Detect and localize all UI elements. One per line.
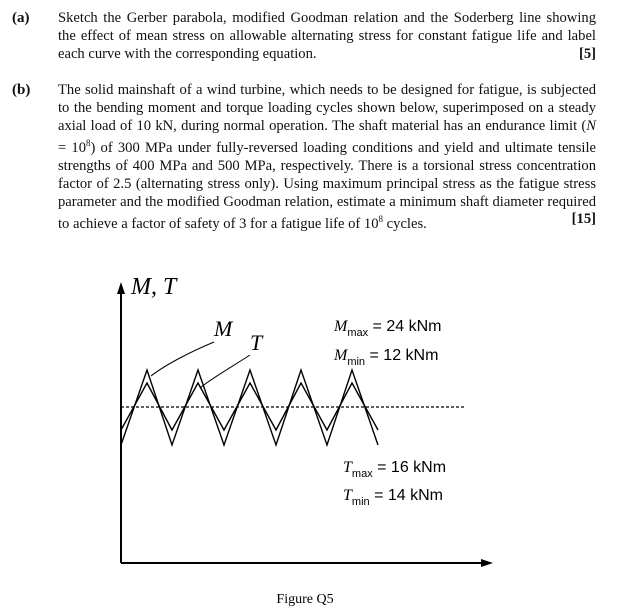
m-max-label: $M_{max} = 24$ kNm bbox=[334, 318, 442, 339]
life-exponent: 8 bbox=[378, 214, 384, 225]
question-a-marks: [5] bbox=[578, 45, 596, 62]
question-b-label: (b) bbox=[12, 82, 31, 98]
question-a-body: Sketch the Gerber parabola, modified Goodman relation and the Soderberg line showing the effect of mean stress on allowable alternating stress for constant fatigue life and label each curve with the corresponding equation. bbox=[58, 10, 596, 62]
m-curve-label: M bbox=[214, 316, 233, 341]
endurance-exponent: 8 bbox=[86, 138, 91, 149]
cycles-symbol: N bbox=[586, 117, 596, 134]
question-b-marks: [15] bbox=[571, 211, 596, 228]
t-waveform bbox=[121, 383, 378, 430]
t-curve-label: T bbox=[250, 330, 263, 355]
question-a-text bbox=[58, 10, 596, 63]
t-min-label: $T_{min} = 14$ kNm bbox=[343, 487, 443, 508]
m-min-label: $M_{min} = 12$ kNm bbox=[334, 347, 439, 368]
question-a-label: (a) bbox=[12, 10, 30, 26]
question-b-text bbox=[58, 82, 596, 234]
endurance-eq: = 10 bbox=[58, 140, 87, 157]
t-leader bbox=[200, 355, 250, 388]
t-max-label: $T_{max} = 16$ kNm bbox=[343, 459, 447, 480]
figure-q5 bbox=[0, 260, 619, 607]
axis-label: M, T bbox=[131, 274, 177, 300]
question-b-body-3: cycles. bbox=[383, 216, 427, 233]
figure-caption: Figure Q5 bbox=[276, 592, 334, 607]
x-axis-arrow bbox=[481, 559, 493, 567]
y-axis-arrow bbox=[117, 282, 125, 294]
m-leader bbox=[151, 342, 214, 376]
question-b-body-2: ) of 300 MPa under fully-reversed loading conditions and yield and ultimate tensile strengths of 400 MPa and 500 MPa, respectively. There is a torsional stress concentration factor of 2.5 (alternating stress only). Using maximum principal stress as the fatigue stress parameter and the modified Goodman relation, estimate a minimum shaft diameter required to achieve a factor of safety of 3 for a fatigue life of 10 bbox=[58, 140, 596, 233]
question-b-body-1: The solid mainshaft of a wind turbine, which needs to be designed for fatigue, is subjected to the bending moment and torque loading cycles shown below, superimposed on a steady axial load of 10 kN, during normal operation. The shaft material has an endurance limit ( bbox=[58, 82, 596, 134]
